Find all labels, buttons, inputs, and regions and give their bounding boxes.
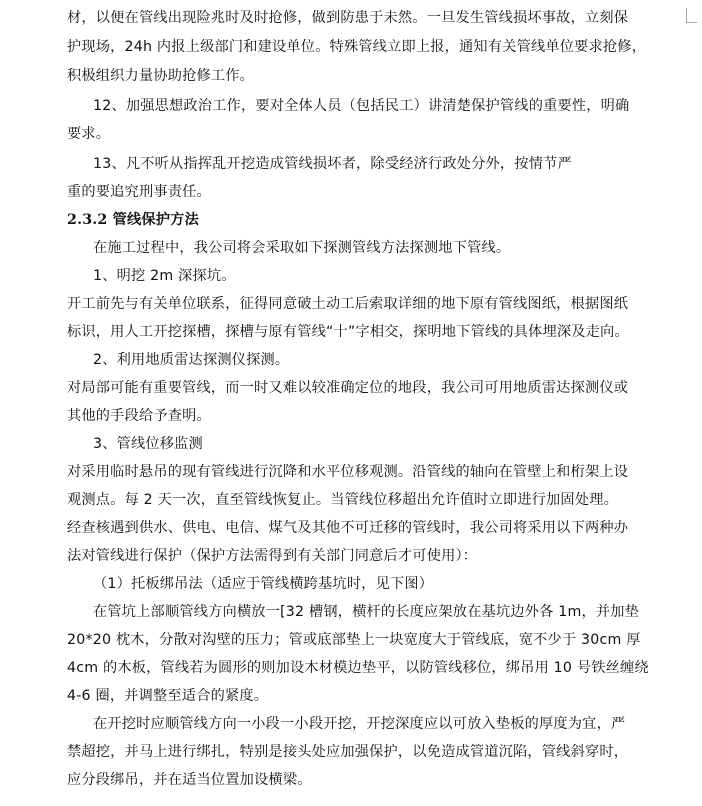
paragraph-line: 其他的手段给予查明。: [67, 408, 211, 424]
paragraph-line: 1、明挖 2m 深探坑。: [93, 268, 236, 284]
paragraph-line: 禁超挖，并马上进行绑扎，特别是接头处应加强保护，以免造成管道沉陷，管线斜穿时，: [67, 744, 629, 760]
paragraph-line: 4-6 圈，并调整至适合的紧度。: [67, 688, 269, 704]
paragraph-line: 护现场，24h 内报上级部门和建设单位。特殊管线立即上报，通知有关管线单位要求抢修，: [67, 39, 647, 55]
paragraph-line: 20*20 枕木，分散对沟壁的压力；管或底部垫上一块宽度大于管线底，宽不少于 30cm 厚: [67, 632, 641, 648]
paragraph-line: 在开挖时应顺管线方向一小段一小段开挖，开挖深度应以可放入垫板的厚度为宜，严: [93, 716, 626, 732]
paragraph-line: （1）托板绑吊法（适应于管线横跨基坑时，见下图）: [93, 576, 434, 592]
paragraph-line: 2、利用地质雷达探测仪探测。: [93, 352, 290, 368]
paragraph-line: 要求。: [67, 126, 111, 142]
paragraph-line: 经查核遇到供水、供电、电信、煤气及其他不可迁移的管线时，我公司将采用以下两种办: [67, 520, 629, 536]
paragraph-line: 4cm 的木板，管线若为圆形的则加设木材模边垫平，以防管线移位，绑吊用 10 号铁丝缠绕: [67, 660, 649, 676]
paragraph-line: 观测点。每 2 天一次，直至管线恢复止。当管线位移超出允许值时立即进行加固处理。: [67, 492, 618, 508]
section-heading: 2.3.2 管线保护方法: [67, 212, 199, 228]
paragraph-line: 对局部可能有重要管线，而一时又难以较准确定位的地段，我公司可用地质雷达探测仪或: [67, 380, 629, 396]
paragraph-line: 材，以便在管线出现险兆时及时抢修，做到防患于未然。一旦发生管线损坏事故，立刻保: [67, 10, 629, 26]
paragraph-line: 3、管线位移监测: [93, 436, 203, 452]
paragraph-line: 在管坑上部顺管线方向横放一[32 槽钢，横杆的长度应架放在基坑边外各 1m，并加垫: [93, 604, 640, 620]
paragraph-line: 开工前先与有关单位联系，征得同意破土动工后索取详细的地下原有管线图纸，根据图纸: [67, 296, 629, 312]
paragraph-line: 在施工过程中，我公司将会采取如下探测管线方法探测地下管线。: [93, 240, 511, 256]
paragraph-line: 法对管线进行保护（保护方法需得到有关部门同意后才可使用）：: [67, 548, 478, 564]
paragraph-line: 对采用临时悬吊的现有管线进行沉降和水平位移观测。沿管线的轴向在管壁上和桁架上设: [67, 464, 629, 480]
paragraph-line: 12、加强思想政治工作，要对全体人员（包括民工）讲清楚保护管线的重要性，明确: [93, 98, 630, 114]
paragraph-line: 积极组织力量协助抢修工作。: [67, 68, 255, 84]
page-corner-mark: [686, 8, 697, 23]
paragraph-line: 应分段绑吊，并在适当位置加设横梁。: [67, 772, 312, 788]
paragraph-line: 标识，用人工开挖探槽，探槽与原有管线“十”字相交，探明地下管线的具体埋深及走向。: [67, 324, 629, 340]
paragraph-line: 重的要追究刑事责任。: [67, 184, 211, 200]
paragraph-line: 13、凡不听从指挥乱开挖造成管线损坏者，除受经济行政处分外，按情节严: [93, 156, 572, 172]
